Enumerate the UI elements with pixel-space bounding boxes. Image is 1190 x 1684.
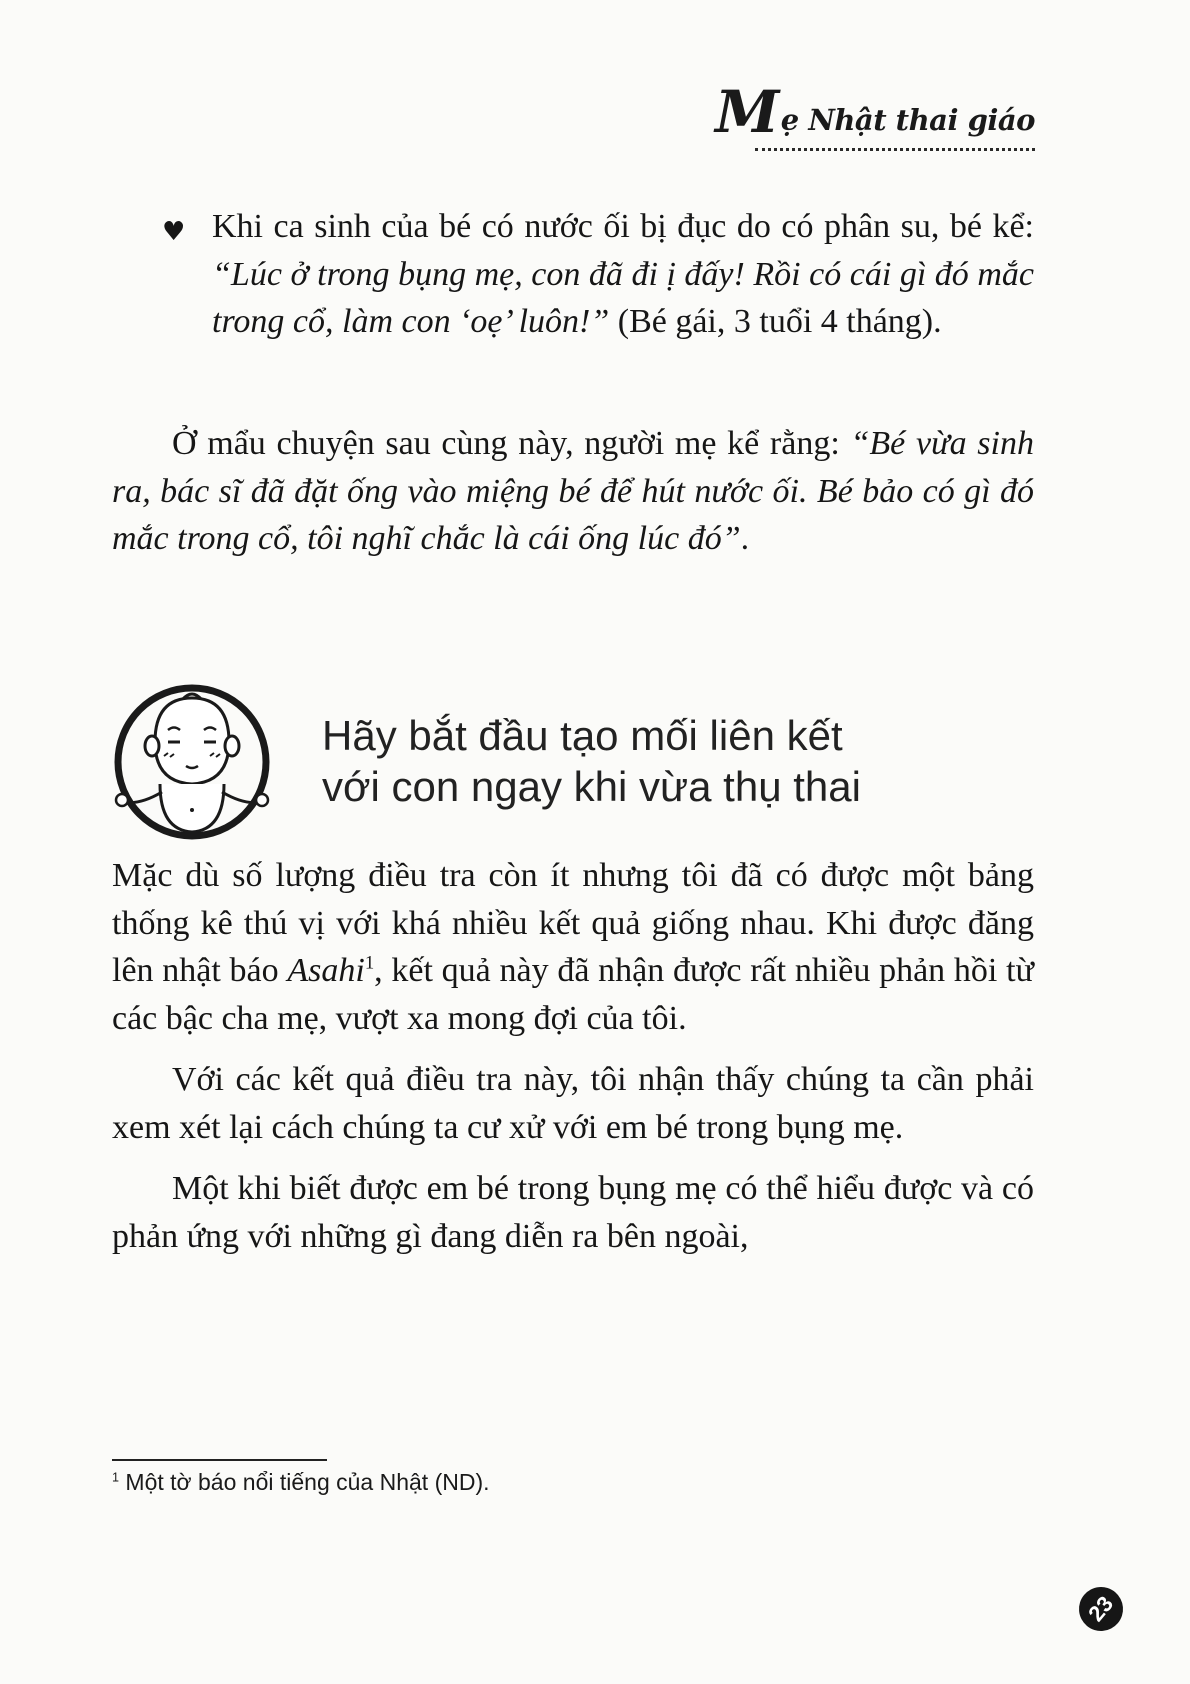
- paragraph-3: Một khi biết được em bé trong bụng mẹ có thể hiểu được và có phản ứng với những gì đang diễn ra bên ngoài,: [112, 1170, 1034, 1255]
- book-title: [715, 78, 1035, 146]
- paragraph-2: Với các kết quả điều tra này, tôi nhận thấy chúng ta cần phải xem xét lại cách chúng ta cư xử với em bé trong bụng mẹ.: [112, 1061, 1034, 1146]
- footnote-ref: 1: [364, 952, 375, 974]
- para1-part1: Mặc dù số lượng điều tra còn ít nhưng tôi đã có được một bảng thống kê thú vị với khá nhiều kết quả giống nhau. Khi được đăng lên nhật báo: [112, 857, 1034, 989]
- book-title-initial: M: [715, 78, 779, 146]
- footnote-rule: [112, 1459, 327, 1461]
- para1-part2: , kết quả này đã nhận được rất nhiều phản hồi từ các bậc cha mẹ, vượt xa mong đợi của tôi.: [112, 952, 1034, 1037]
- section-heading-line2: với con ngay khi vừa thụ thai: [322, 763, 861, 810]
- footnote-number: 1: [112, 1470, 120, 1485]
- book-title-rest: ẹ Nhật thai giáo: [780, 103, 1035, 137]
- section-heading-line1: Hãy bắt đầu tạo mối liên kết: [322, 712, 843, 759]
- bullet-item: [162, 203, 1034, 346]
- bullet-lead: Khi ca sinh của bé có nước ối bị đục do có phân su, bé kể:: [212, 208, 1034, 245]
- footnote-text: Một tờ báo nổi tiếng của Nhật (ND).: [119, 1469, 490, 1495]
- section-header: [110, 680, 1060, 850]
- paragraph-1: [112, 852, 1034, 1042]
- bullet-quote: “Lúc ở trong bụng mẹ, con đã đi ị đấy! Rồi có cái gì đó mắc trong cổ, làm con ‘oẹ’ luôn!”: [212, 255, 1034, 340]
- heart-icon: ♥: [162, 217, 186, 247]
- main-text: [112, 852, 1034, 1260]
- section-heading: [322, 710, 861, 812]
- asahi-term: Asahi: [287, 952, 365, 989]
- running-header: [715, 78, 1035, 151]
- baby-illustration: [110, 680, 280, 850]
- intro-end: .: [740, 520, 750, 557]
- bullet-tail: (Bé gái, 3 tuổi 4 tháng).: [609, 303, 942, 340]
- intro-paragraph: [112, 420, 1034, 563]
- intro-lead: Ở mẩu chuyện sau cùng này, người mẹ kể rằng:: [172, 425, 851, 462]
- footnote: [112, 1469, 490, 1496]
- intro-quote: “Bé vừa sinh ra, bác sĩ đã đặt ống vào miệng bé để hút nước ối. Bé bảo có gì đó mắc trong cổ, tôi nghĩ chắc là cái ống lúc đó”: [112, 425, 1034, 557]
- header-dotted-rule: [755, 148, 1035, 151]
- page-number: 23: [1070, 1578, 1132, 1640]
